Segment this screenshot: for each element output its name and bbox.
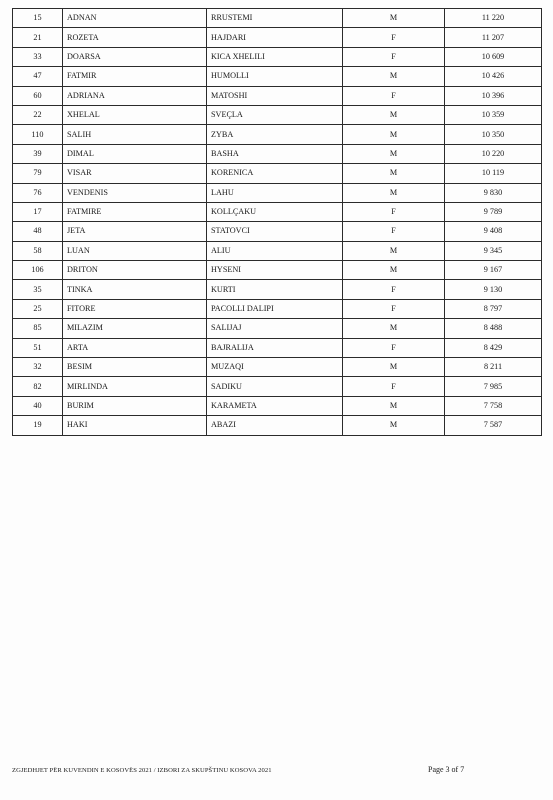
votes-cell: 8 211 [445, 358, 542, 377]
votes-cell: 10 609 [445, 47, 542, 66]
gender-cell: M [343, 9, 445, 28]
last-name-cell: KARAMETA [207, 396, 343, 415]
first-name-cell: ADNAN [63, 9, 207, 28]
votes-cell: 10 350 [445, 125, 542, 144]
first-name-cell: DRITON [63, 261, 207, 280]
gender-cell: F [343, 202, 445, 221]
candidate-number-cell: 85 [13, 319, 63, 338]
votes-cell: 10 426 [445, 67, 542, 86]
last-name-cell: ABAZI [207, 416, 343, 435]
gender-cell: M [343, 319, 445, 338]
votes-cell: 8 488 [445, 319, 542, 338]
first-name-cell: FATMIR [63, 67, 207, 86]
gender-cell: M [343, 396, 445, 415]
first-name-cell: HAKI [63, 416, 207, 435]
votes-cell: 9 408 [445, 222, 542, 241]
table-row [13, 358, 542, 377]
votes-cell: 10 119 [445, 164, 542, 183]
candidate-number-cell: 60 [13, 86, 63, 105]
candidate-number-cell: 48 [13, 222, 63, 241]
first-name-cell: MIRLINDA [63, 377, 207, 396]
votes-cell: 11 207 [445, 28, 542, 47]
table-row [13, 261, 542, 280]
gender-cell: F [343, 338, 445, 357]
last-name-cell: KORENICA [207, 164, 343, 183]
gender-cell: F [343, 222, 445, 241]
gender-cell: M [343, 241, 445, 260]
first-name-cell: TINKA [63, 280, 207, 299]
votes-cell: 7 758 [445, 396, 542, 415]
last-name-cell: KURTI [207, 280, 343, 299]
last-name-cell: HYSENI [207, 261, 343, 280]
last-name-cell: SALIJAJ [207, 319, 343, 338]
votes-cell: 10 359 [445, 105, 542, 124]
candidate-number-cell: 106 [13, 261, 63, 280]
gender-cell: F [343, 299, 445, 318]
first-name-cell: DOARSA [63, 47, 207, 66]
candidate-number-cell: 19 [13, 416, 63, 435]
last-name-cell: HUMOLLI [207, 67, 343, 86]
candidate-number-cell: 17 [13, 202, 63, 221]
table-row [13, 67, 542, 86]
gender-cell: M [343, 164, 445, 183]
footer-page-number: Page 3 of 7 [428, 765, 465, 774]
last-name-cell: ZYBA [207, 125, 343, 144]
first-name-cell: FATMIRE [63, 202, 207, 221]
table-row [13, 47, 542, 66]
candidate-number-cell: 15 [13, 9, 63, 28]
gender-cell: M [343, 261, 445, 280]
table-row [13, 125, 542, 144]
candidate-number-cell: 79 [13, 164, 63, 183]
votes-cell: 9 167 [445, 261, 542, 280]
table-row [13, 164, 542, 183]
first-name-cell: JETA [63, 222, 207, 241]
first-name-cell: LUAN [63, 241, 207, 260]
candidate-number-cell: 51 [13, 338, 63, 357]
table-row [13, 396, 542, 415]
last-name-cell: KOLLÇAKU [207, 202, 343, 221]
table-row [13, 86, 542, 105]
last-name-cell: LAHU [207, 183, 343, 202]
first-name-cell: BURIM [63, 396, 207, 415]
candidate-number-cell: 21 [13, 28, 63, 47]
last-name-cell: SADIKU [207, 377, 343, 396]
votes-cell: 8 429 [445, 338, 542, 357]
gender-cell: M [343, 125, 445, 144]
last-name-cell: PACOLLI DALIPI [207, 299, 343, 318]
votes-cell: 10 396 [445, 86, 542, 105]
votes-cell: 10 220 [445, 144, 542, 163]
last-name-cell: ALIU [207, 241, 343, 260]
gender-cell: M [343, 105, 445, 124]
votes-cell: 9 345 [445, 241, 542, 260]
last-name-cell: MUZAQI [207, 358, 343, 377]
first-name-cell: SALIH [63, 125, 207, 144]
gender-cell: M [343, 144, 445, 163]
first-name-cell: MILAZIM [63, 319, 207, 338]
first-name-cell: VENDENIS [63, 183, 207, 202]
candidate-number-cell: 33 [13, 47, 63, 66]
candidate-number-cell: 25 [13, 299, 63, 318]
gender-cell: F [343, 280, 445, 299]
votes-cell: 9 789 [445, 202, 542, 221]
last-name-cell: MATOSHI [207, 86, 343, 105]
gender-cell: M [343, 416, 445, 435]
first-name-cell: XHELAL [63, 105, 207, 124]
table-row [13, 105, 542, 124]
candidate-number-cell: 40 [13, 396, 63, 415]
last-name-cell: SVEÇLA [207, 105, 343, 124]
first-name-cell: DIMAL [63, 144, 207, 163]
table-row [13, 319, 542, 338]
candidate-number-cell: 58 [13, 241, 63, 260]
first-name-cell: FITORE [63, 299, 207, 318]
candidate-number-cell: 32 [13, 358, 63, 377]
first-name-cell: ARTA [63, 338, 207, 357]
table-row [13, 299, 542, 318]
candidate-number-cell: 110 [13, 125, 63, 144]
votes-cell: 9 830 [445, 183, 542, 202]
candidate-number-cell: 82 [13, 377, 63, 396]
last-name-cell: KICA XHELILI [207, 47, 343, 66]
table-row [13, 202, 542, 221]
footer-election-title: ZGJEDHJET PËR KUVENDIN E KOSOVËS 2021 / IZBORI ZA SKUPŠTINU KOSOVA 2021 [12, 767, 272, 774]
candidate-number-cell: 47 [13, 67, 63, 86]
results-table-body [13, 9, 542, 436]
table-row [13, 280, 542, 299]
table-row [13, 183, 542, 202]
last-name-cell: BASHA [207, 144, 343, 163]
last-name-cell: HAJDARI [207, 28, 343, 47]
first-name-cell: ROZETA [63, 28, 207, 47]
table-row [13, 241, 542, 260]
gender-cell: F [343, 86, 445, 105]
gender-cell: F [343, 377, 445, 396]
first-name-cell: BESIM [63, 358, 207, 377]
votes-cell: 8 797 [445, 299, 542, 318]
first-name-cell: VISAR [63, 164, 207, 183]
table-row [13, 377, 542, 396]
candidate-number-cell: 76 [13, 183, 63, 202]
candidate-number-cell: 22 [13, 105, 63, 124]
table-row [13, 9, 542, 28]
candidate-number-cell: 35 [13, 280, 63, 299]
votes-cell: 7 985 [445, 377, 542, 396]
gender-cell: F [343, 28, 445, 47]
gender-cell: F [343, 47, 445, 66]
gender-cell: M [343, 67, 445, 86]
votes-cell: 11 220 [445, 9, 542, 28]
table-row [13, 144, 542, 163]
table-row [13, 338, 542, 357]
results-table [12, 8, 542, 436]
gender-cell: M [343, 183, 445, 202]
votes-cell: 7 587 [445, 416, 542, 435]
first-name-cell: ADRIANA [63, 86, 207, 105]
votes-cell: 9 130 [445, 280, 542, 299]
candidate-number-cell: 39 [13, 144, 63, 163]
last-name-cell: BAJRALIJA [207, 338, 343, 357]
table-row [13, 28, 542, 47]
last-name-cell: RRUSTEMI [207, 9, 343, 28]
table-row [13, 416, 542, 435]
gender-cell: M [343, 358, 445, 377]
table-row [13, 222, 542, 241]
last-name-cell: STATOVCI [207, 222, 343, 241]
